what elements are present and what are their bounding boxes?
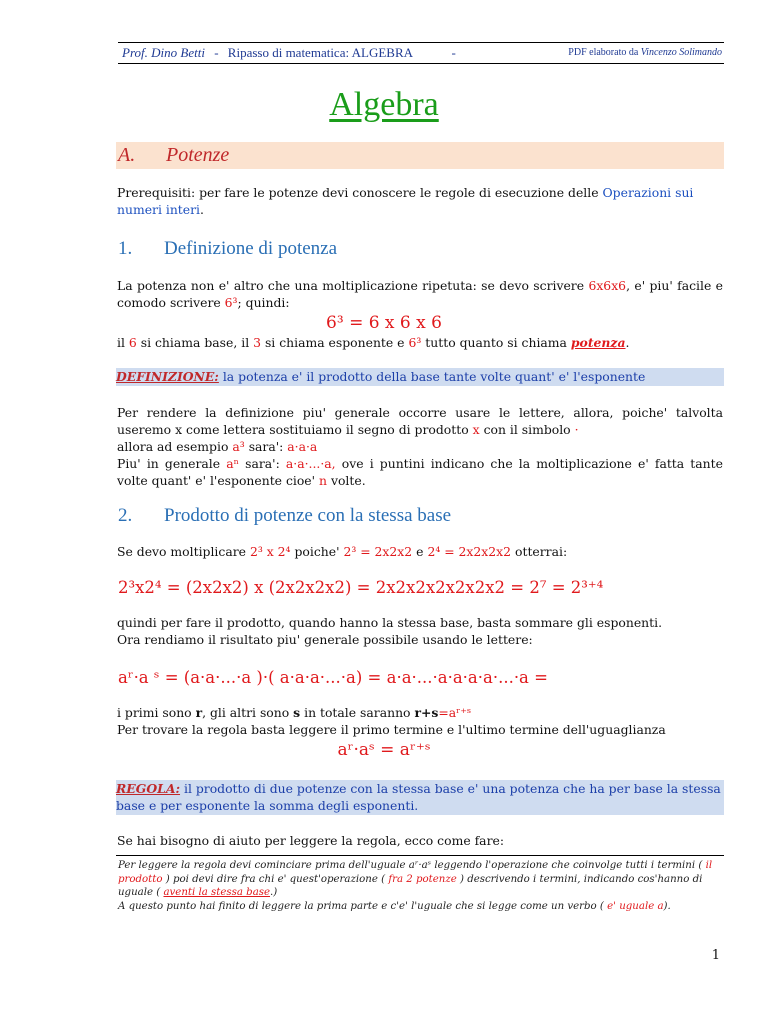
- text: volte.: [330, 473, 366, 488]
- math-expression: 2³x2⁴ = (2x2x2) x (2x2x2x2) = 2x2x2x2x2x2x2 = 2⁷ =: [118, 578, 566, 597]
- product-example-paragraph: [117, 543, 723, 560]
- definition-text: la potenza e' il prodotto della base tante volte quant' e' l'esponente: [222, 369, 646, 384]
- text: Per trovare la regola basta leggere il primo termine e l'ultimo termine dell'uguaglianza: [117, 722, 666, 737]
- text: sara':: [245, 456, 280, 471]
- section-2-number: 2.: [118, 505, 133, 526]
- prereq-link[interactable]: Operazioni sui numeri interi: [117, 185, 694, 217]
- text: in totale saranno: [304, 705, 411, 720]
- section-2-heading: [118, 505, 451, 527]
- text: ) descrivendo i termini, indicando cos'hanno di uguale (: [118, 873, 703, 898]
- help-paragraph: Se hai bisogno di aiuto per leggere la regola, ecco come fare:: [117, 833, 505, 848]
- math-expression: a³: [232, 439, 245, 454]
- math-expression: 2³ = 2x2x2: [343, 544, 413, 559]
- text: tutto quanto si chiama: [425, 335, 567, 350]
- keyword: e' uguale a: [607, 900, 664, 912]
- math-expression: r: [195, 705, 203, 720]
- reading-note: [118, 859, 724, 913]
- prereq-end: .: [200, 202, 204, 217]
- section-2-title: Prodotto di potenze con la stessa base: [164, 505, 452, 526]
- text: Per leggere la regola devi cominciare prima dell'uguale aʳ·aˢ leggendo l'operazione che coinvolge tutti i termini (: [118, 860, 703, 871]
- header-author: Prof. Dino Betti: [122, 45, 205, 60]
- math-expression: a·a·...·a,: [285, 456, 336, 471]
- text: allora ad esempio: [117, 439, 229, 454]
- page-header: [118, 42, 724, 64]
- text: ) poi devi dire fra chi e' quest'operazione (: [165, 873, 386, 885]
- section-a-letter: A.: [118, 144, 136, 166]
- prerequisites-paragraph: [117, 184, 723, 218]
- section-1-heading: [118, 238, 337, 260]
- divider: [116, 855, 724, 856]
- sum-exponents-paragraph: [117, 614, 723, 648]
- section-a-heading: [116, 142, 724, 169]
- header-pdf-credit: [568, 43, 722, 63]
- text: con il simbolo: [483, 422, 571, 437]
- header-pdf-author: Vincenzo Solimando: [640, 47, 722, 58]
- math-expression: 6: [128, 335, 137, 350]
- text: , e' piu' facile e comodo scrivere: [117, 278, 723, 310]
- math-expression: a·a·a: [287, 439, 318, 454]
- text: Per rendere la definizione piu' generale occorre usare le lettere, allora, poiche' talvolta useremo x come lettera sostituiamo il segno di prodotto: [117, 405, 723, 437]
- text: otterrai:: [515, 544, 568, 559]
- text: si chiama esponente e: [264, 335, 405, 350]
- text: A questo punto hai finito di leggere la prima parte e c'e' l'uguale che si legge come un verbo (: [118, 900, 604, 912]
- math-expression: 2³⁺⁴: [570, 578, 604, 597]
- text: .): [270, 887, 278, 898]
- keyword: potenza: [570, 335, 626, 350]
- definition-box: [116, 368, 724, 386]
- section-1-title: Definizione di potenza: [164, 238, 338, 259]
- base-exponent-paragraph: [117, 334, 723, 351]
- math-expression: 2⁴ = 2x2x2x2: [427, 544, 512, 559]
- rule-label: REGOLA:: [116, 781, 181, 796]
- text: ove i puntini indicano che la moltiplicazione e' fatta tante volte quant' e' l'esponente cioe': [117, 456, 723, 488]
- document-title: Algebra: [329, 86, 439, 123]
- definition-label: DEFINIZIONE:: [116, 369, 219, 384]
- rule-box: [116, 780, 724, 815]
- math-expression: n: [319, 473, 327, 488]
- header-separator-2: -: [451, 45, 456, 60]
- math-expression: 6x6x6: [588, 278, 627, 293]
- text: sara':: [248, 439, 284, 454]
- text: Ora rendiamo il risultato piu' generale possibile usando le lettere:: [117, 632, 533, 647]
- rule-text: il prodotto di due potenze con la stessa base e' una potenza che ha per base la stessa base e per esponente la somma degli esponenti.: [116, 781, 721, 813]
- letters-formula: aʳ·a ˢ = (a·a·...·a )·( a·a·a·...·a) = a·a·...·a·a·a·a·...·a =: [118, 668, 548, 687]
- text: si chiama base, il: [140, 335, 250, 350]
- total-paragraph: [117, 704, 723, 738]
- keyword: fra 2 potenze: [388, 873, 457, 885]
- header-separator: -: [214, 45, 219, 60]
- product-formula: [118, 578, 603, 597]
- generalization-paragraph: [117, 404, 723, 489]
- math-expression: 6³: [408, 335, 422, 350]
- page-number: 1: [711, 948, 720, 963]
- text: i primi sono: [117, 705, 192, 720]
- text: il: [117, 335, 125, 350]
- result-formula: aʳ·aˢ = aʳ⁺ˢ: [337, 740, 431, 760]
- header-subject: Ripasso di matematica: ALGEBRA: [227, 45, 413, 60]
- text: poiche': [294, 544, 340, 559]
- power-formula: 6³ = 6 x 6 x 6: [326, 313, 442, 333]
- math-expression: =aʳ⁺ˢ: [438, 705, 472, 720]
- math-expression: 3: [253, 335, 261, 350]
- math-expression: aⁿ: [226, 456, 239, 471]
- prereq-text: Prerequisiti: per fare le potenze devi conoscere le regole di esecuzione delle: [117, 185, 599, 200]
- text: ).: [663, 900, 671, 912]
- math-expression: x: [472, 422, 480, 437]
- text: Piu' in generale: [117, 456, 221, 471]
- text: Se devo moltiplicare: [117, 544, 246, 559]
- definition-intro-paragraph: [117, 277, 723, 311]
- keyword: il prodotto: [118, 860, 713, 885]
- text: , gli altri sono: [202, 705, 290, 720]
- math-expression: 6³: [224, 295, 238, 310]
- header-pdf-label: PDF elaborato da: [568, 47, 639, 58]
- math-expression: 2³ x 2⁴: [249, 544, 291, 559]
- text: La potenza non e' altro che una moltiplicazione ripetuta: se devo scrivere: [117, 278, 585, 293]
- math-expression: r+s: [414, 705, 439, 720]
- keyword: aventi la stessa base: [163, 887, 271, 898]
- math-expression: ·: [574, 422, 579, 437]
- section-1-number: 1.: [118, 238, 133, 259]
- text: .: [625, 335, 630, 350]
- text: quindi per fare il prodotto, quando hanno la stessa base, basta sommare gli esponenti.: [117, 615, 663, 630]
- math-expression: s: [293, 705, 301, 720]
- text: e: [416, 544, 424, 559]
- text: ; quindi:: [237, 295, 290, 310]
- section-a-title: Potenze: [166, 144, 230, 166]
